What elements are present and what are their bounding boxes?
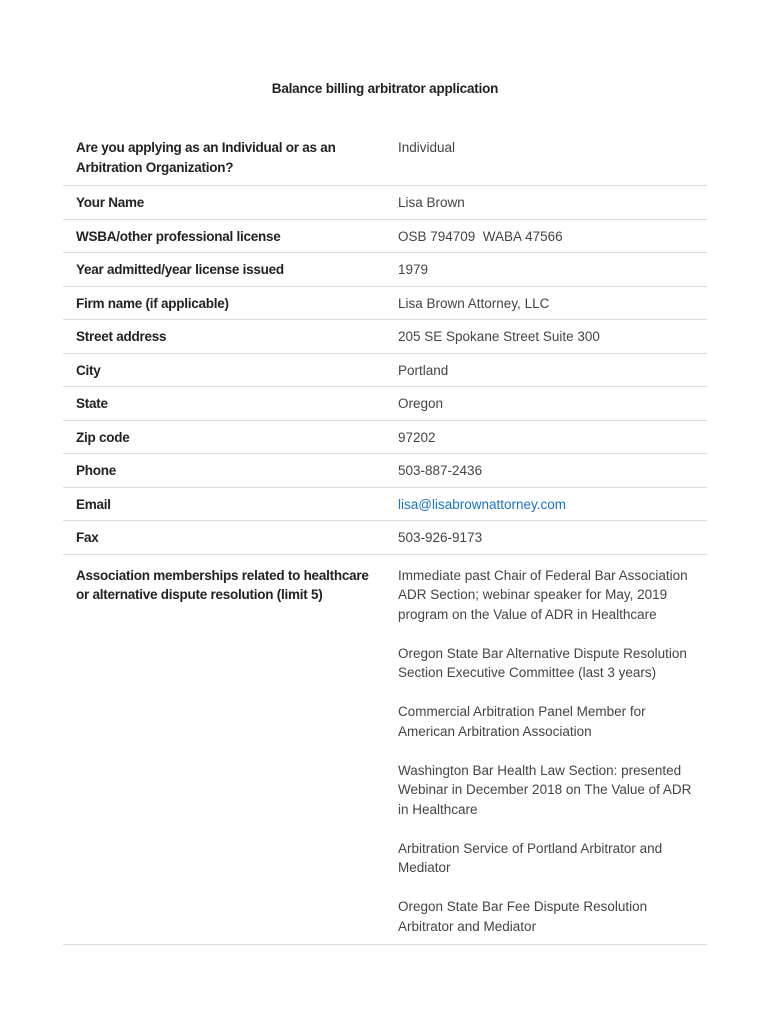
field-label: Fax (76, 530, 99, 545)
form-row-phone (63, 454, 707, 488)
field-value: Oregon (398, 396, 444, 411)
field-value: Portland (398, 362, 449, 378)
field-value: 503-926-9173 (398, 530, 483, 545)
field-value: Lisa Brown Attorney, LLC (398, 295, 550, 311)
field-value-cell (385, 487, 707, 521)
field-value: 97202 (398, 429, 436, 445)
association-item: Oregon State Bar Alternative Dispute Resolution Section Executive Committee (last 3 years) (398, 645, 687, 680)
field-label: Zip code (76, 429, 130, 445)
field-value: 503-887-2436 (398, 463, 483, 478)
field-label: Association memberships related to healthcare or alternative dispute resolution (limit 5) (76, 567, 369, 602)
association-list (385, 554, 707, 945)
form-row-email (63, 487, 707, 521)
field-value: OSB 794709 WABA 47566 (398, 228, 563, 244)
form-row-zip-code (63, 420, 707, 454)
form-row-city (63, 353, 707, 387)
field-value: 1979 (398, 262, 429, 277)
form-row-street-address (63, 320, 707, 354)
field-label: Email (76, 496, 111, 512)
page-title: Balance billing arbitrator application (271, 81, 499, 96)
form-row-name (63, 186, 707, 220)
association-item: Immediate past Chair of Federal Bar Association ADR Section; webinar speaker for May, 2019 program on the Value of ADR in Healthcare (398, 567, 688, 622)
form-row-state (63, 387, 707, 421)
form-row-fax (63, 521, 707, 555)
field-value: 205 SE Spokane Street Suite 300 (398, 329, 600, 344)
application-form-table (63, 127, 707, 945)
field-label: City (76, 362, 101, 378)
association-item: Commercial Arbitration Panel Member for American Arbitration Association (398, 704, 646, 739)
field-label: Year admitted/year license issued (76, 262, 284, 277)
field-label: Street address (76, 329, 167, 344)
form-row-applicant-type (63, 127, 707, 186)
field-label: WSBA/other professional license (76, 228, 281, 244)
field-label: Your Name (76, 195, 145, 210)
form-row-firm-name (63, 286, 707, 320)
field-label: Firm name (if applicable) (76, 295, 229, 311)
association-item: Washington Bar Health Law Section: presented Webinar in December 2018 on The Value of ADR in Healthcare (398, 762, 692, 817)
association-item: Arbitration Service of Portland Arbitrator and Mediator (398, 840, 663, 875)
form-row-associations (63, 554, 707, 945)
field-value: Individual (398, 140, 456, 155)
association-item: Oregon State Bar Fee Dispute Resolution Arbitrator and Mediator (398, 899, 648, 934)
field-value: Lisa Brown (398, 195, 465, 210)
field-label: Phone (76, 463, 117, 478)
form-row-year-admitted (63, 253, 707, 287)
email-link[interactable]: lisa@lisabrownattorney.com (398, 496, 567, 512)
form-row-license (63, 219, 707, 253)
field-label: Are you applying as an Individual or as an Arbitration Organization? (76, 140, 336, 175)
field-label: State (76, 396, 108, 411)
